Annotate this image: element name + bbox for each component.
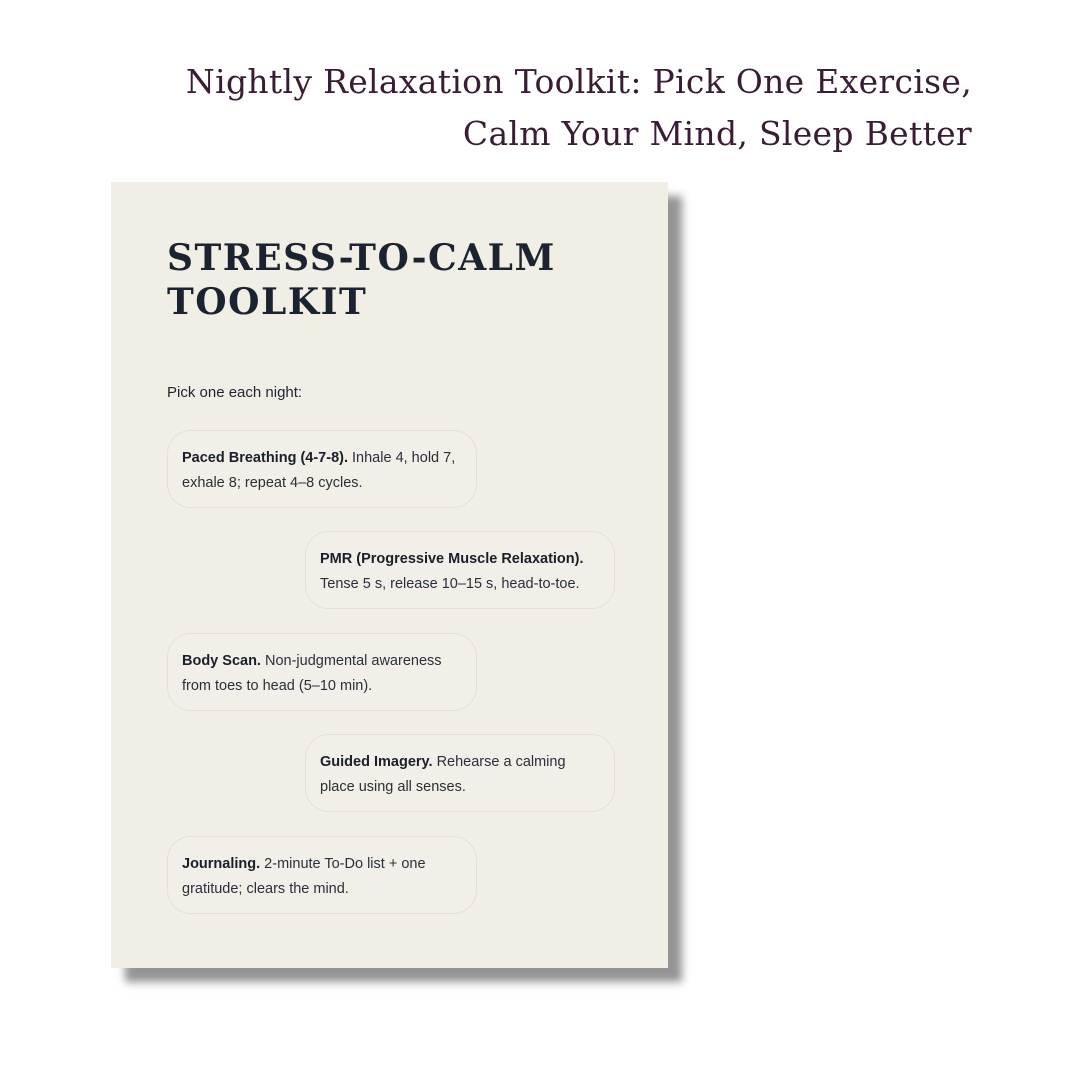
tip-body-scan xyxy=(167,633,477,711)
tip-journaling xyxy=(167,836,477,914)
headline xyxy=(152,56,972,160)
toolkit-card xyxy=(111,182,668,968)
tip-text: 2-minute To-Do list + one gratitude; clears the mind. xyxy=(182,856,426,897)
tip-name: Journaling. xyxy=(182,856,261,872)
tip-name: Guided Imagery. xyxy=(320,754,433,770)
tip-pmr xyxy=(305,531,615,609)
tip-name: Paced Breathing (4-7-8). xyxy=(182,450,348,466)
card-title-line-1: STRESS-TO-CALM xyxy=(167,237,556,279)
card-title-line-2: TOOLKIT xyxy=(167,281,368,323)
tip-text: Inhale 4, hold 7, exhale 8; repeat 4–8 cycles. xyxy=(182,450,456,491)
tip-text: Tense 5 s, release 10–15 s, head-to-toe. xyxy=(320,576,580,592)
tip-text: Non-judgmental awareness from toes to head (5–10 min). xyxy=(182,653,442,694)
headline-line-2: Calm Your Mind, Sleep Better xyxy=(462,114,972,153)
tip-guided-imagery xyxy=(305,734,615,812)
tip-text: Rehearse a calming place using all senses. xyxy=(320,754,566,795)
intro-text: Pick one each night: xyxy=(167,384,303,401)
card-title xyxy=(167,236,556,324)
tip-name: PMR (Progressive Muscle Relaxation). xyxy=(320,551,584,567)
tip-name: Body Scan. xyxy=(182,653,261,669)
tip-paced-breathing xyxy=(167,430,477,508)
headline-line-1: Nightly Relaxation Toolkit: Pick One Exercise, xyxy=(185,62,972,101)
